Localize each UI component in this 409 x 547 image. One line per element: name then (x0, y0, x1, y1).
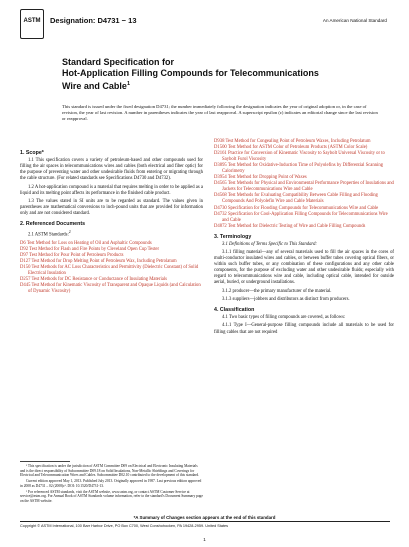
reference-list-left (20, 241, 203, 295)
document-title (62, 57, 362, 92)
para-3-1: 3.1 Definitions of Terms Specific to This Standard: (222, 241, 317, 247)
reference-code: D4872 (214, 223, 227, 229)
reference-title: Test Method for Oxidative-Induction Time of Polyolefins by Differential Scanning Calorimetry (222, 163, 384, 175)
copyright-line: Copyright © ASTM International, 100 Barr Harbor Drive, PO Box C700, West Conshohocken, PA 19428-2959. United States (20, 524, 229, 528)
left-column (20, 146, 203, 295)
reference-item[interactable] (20, 265, 203, 277)
reference-code: D445 (20, 283, 31, 289)
classification-heading: 4. Classification (214, 307, 255, 314)
reference-list-right (214, 139, 394, 230)
title-line-2: Hot-Application Filling Compounds for Telecommunications (62, 68, 319, 78)
footnote-2: ² For referenced ASTM standards, visit the ASTM website, www.astm.org, or contact ASTM Customer Service at service@astm.org. For Annual Book of ASTM Standards volume information, refer to the standard's Document Summary page on the ASTM website. (20, 489, 203, 503)
reference-title: Test Method for Congealing Point of Petroleum Waxes, Including Petrolatum (225, 139, 371, 144)
reference-title: Test Methods for Evaluating Compatibility Between Cable Filling and Flooding Compounds And Polyolefin Wire and Cable Materials (222, 193, 378, 205)
para-4-1-1: 4.1.1 Type I—General-purpose filling compounds include all materials to be used for filling cables that are not required (214, 323, 394, 335)
reference-item[interactable] (214, 224, 394, 230)
reference-code: D2161 (214, 151, 227, 157)
reference-item[interactable] (214, 193, 394, 205)
reference-title: Test Method for Dielectric Testing of Wire and Cable Filling Compounds (227, 223, 366, 229)
reference-code: D150 (20, 265, 31, 271)
reference-code: D6 (20, 241, 26, 247)
reference-code: D3954 (214, 175, 227, 181)
para-4-1: 4.1 Two basic types of filling compounds are covered, as follows: (222, 315, 346, 321)
summary-of-changes-note: *A Summary of Changes section appears at the end of this standard (133, 515, 276, 520)
footnote-divider (20, 461, 70, 462)
reference-code: D4565 (214, 181, 227, 187)
standard-type: An American National Standard (322, 18, 387, 23)
title-line-3-text: Wire and Cable (62, 81, 127, 91)
reference-item[interactable] (214, 212, 394, 224)
para-3-1-3: 3.1.3 suppliers—jobbers and distributors as distinct from producers. (222, 297, 350, 303)
reference-code: D4730 (214, 205, 227, 211)
reference-code: D4732 (214, 211, 227, 217)
para-3-1-2: 3.1.2 producer—the primary manufacturer of the material. (222, 288, 332, 294)
title-line-1: Standard Specification for (62, 57, 175, 67)
para-1-1: 1.1 This specification covers a variety of petroleum-based and other compounds used for filling the air spaces in telecommunications wires and cables (both electrical and fiber optic) for the purpose of preventing water and other undesirable fluids from entering or migrating through the cable structure. (For related standards see Specifications D4730 and D4732). (20, 158, 203, 182)
reference-title: Test Method for Loss on Heating of Oil and Asphaltic Compounds (26, 241, 152, 247)
reference-title: Test Method for Pour Point of Petroleum Products (29, 253, 124, 259)
reference-item[interactable] (20, 283, 203, 295)
para-3-1-1: 3.1.1 filling material—any of several materials used to fill the air spaces in the cores of multi-conductor insulated wires and cables, or between buffer tubes covering optical fibers, or within such buffer tubes, or any combination of these configurations and any other cable components, for the purpose of excluding water and other undesirable fluids; especially with regard to telecommunications wire and cable, including optical cable, intended for outside aerial, buried, or underground installations. (214, 250, 394, 286)
reference-code: D4568 (214, 193, 227, 199)
reference-title: Test Method for Flash and Fire Points by Cleveland Open Cup Tester (29, 247, 160, 253)
reference-title: Test Method for Kinematic Viscosity of Transparent and Opaque Liquids (and Calculation of Dynamic Viscosity) (28, 283, 201, 295)
referenced-documents-heading: 2. Referenced Documents (20, 221, 86, 228)
reference-code: D3895 (214, 163, 227, 169)
reference-code: D1500 (214, 145, 227, 151)
reference-code: D127 (20, 259, 31, 265)
para-1-2: 1.2 A hot-application compound is a material that requires melting in order to be applied as a liquid and its melting point affects its performance in the finished cable product. (20, 184, 203, 196)
reference-code: D92 (20, 247, 29, 253)
page-number: 1 (203, 537, 206, 542)
issuance-note: This standard is issued under the fixed designation D4731; the number immediately following the designation indicates the year of original adoption or, in the case of revision, the year of last revision. A number in parentheses indicates the year of last reapproval. A superscript epsilon (ε) indicates an editorial change since the last revision or reapproval. (62, 104, 378, 121)
reference-code: D257 (20, 277, 31, 283)
reference-title: Test Method for Drop Melting Point of Petroleum Wax, Including Petrolatum (31, 259, 177, 265)
reference-code: D938 (214, 139, 225, 144)
reference-title: Test Methods for AC Loss Characteristics and Permittivity (Dielectric Constant) of Solid Electrical Insulation (28, 265, 199, 277)
reference-item[interactable] (214, 151, 394, 163)
footnotes (20, 464, 203, 505)
terminology-heading: 3. Terminology (214, 233, 252, 240)
title-footnote-mark: 1 (126, 81, 130, 87)
astm-standards-label (20, 229, 203, 239)
reference-title: Test Method for Dropping Point of Waxes (227, 175, 307, 181)
right-column (214, 139, 394, 338)
scope-heading: 1. Scope* (20, 150, 44, 156)
footnote-1: ¹ This specification is under the jurisdiction of ASTM Committee D09 on Electrical and Electronic Insulating Materials and is the direct responsibility of Subcommittee D09.18 on Solid Insulations, Non-Metallic Shieldings and Coverings for Electrical and Telecommunication Wires and Cables. Subcommittee D02.10 contributed to the development of this standard. (20, 464, 200, 478)
para-1-3: 1.3 The values stated in SI units are to be regarded as standard. The values given in parentheses are mathematical conversions to inch-pound units that are provided for information only and are not considered standard. (20, 198, 203, 217)
reference-item[interactable] (214, 163, 394, 175)
title-line-3 (62, 79, 362, 92)
footnote-1-edition: Current edition approved May 1, 2013. Published July 2013. Originally approved in 1987. Last previous edition approved in 2008 as D4731 – 02 (2008)ε¹. DOI: 10.1520/D4731-13. (20, 479, 202, 488)
reference-title: Practice for Conversion of Kinematic Viscosity to Saybolt Universal Viscosity or to Saybolt Furol Viscosity (222, 151, 385, 163)
footer-divider (20, 521, 390, 522)
reference-title: Specification for Flooding Compounds for Telecommunications Wire and Cable (227, 205, 379, 211)
designation: Designation: D4731 − 13 (50, 16, 137, 25)
reference-title: Test Methods for Physical and Environmental Performance Properties of Insulations and Jackets for Telecommunications Wire and Cable (222, 181, 394, 193)
reference-code: D97 (20, 253, 29, 259)
reference-title: Test Method for ASTM Color of Petroleum Products (ASTM Color Scale) (227, 145, 368, 151)
logo-text: ASTM (23, 18, 41, 24)
astm-logo (20, 9, 44, 39)
reference-title: Specification for Cool-Application Filling Compounds for Telecommunications Wire and Cable (222, 211, 388, 223)
reference-item[interactable] (214, 181, 394, 193)
reference-title: Test Methods for DC Resistance or Conductance of Insulating Materials (31, 277, 167, 283)
astm-standards-text: 2.1 ASTM Standards: (28, 232, 69, 238)
astm-standards-mark: 2 (68, 230, 71, 235)
